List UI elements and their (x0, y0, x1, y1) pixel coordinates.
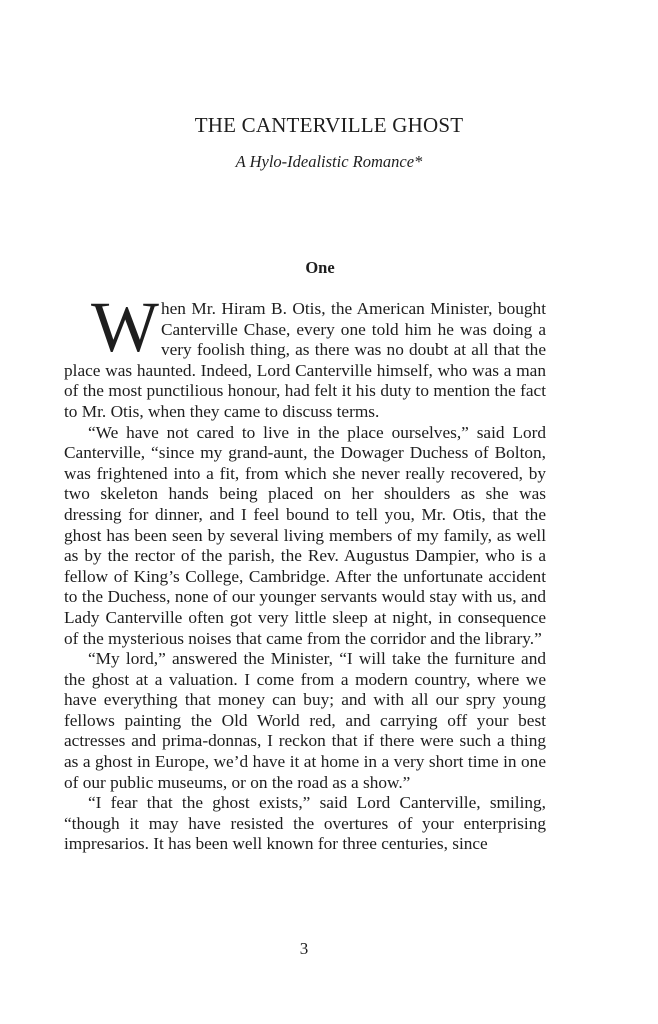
page-number: 3 (299, 939, 309, 958)
paragraph-1-text: hen Mr. Hiram B. Otis, the American Minister, bought Canterville Chase, every one told him he was doing a very foolish thing, as there was no doubt at all that the place was haunted. Indeed, Lord Canterville himself, who was a man of the most punctilious honour, had felt it his duty to mention the fact to Mr. Otis, when they came to discuss terms. (64, 299, 546, 421)
paragraph-3: “My lord,” answered the Minister, “I will take the furniture and the ghost at a valuation. I come from a modern country, where we have everything that money can buy; and with all our spry young fellows painting the Old World red, and carrying off your best actresses and prima-donnas, I reckon that if there were such a thing as a ghost in Europe, we’d have it at home in a very short time in one of our public museums, or on the road as a show.” (64, 649, 546, 792)
chapter-heading-text: One (305, 258, 335, 277)
paragraph-2: “We have not cared to live in the place ourselves,” said Lord Canterville, “since my grand-aunt, the Dowager Duchess of Bolton, was frightened into a fit, from which she never really recovered, by two skeleton hands being placed on her shoulders as she was dressing for dinner, and I feel bound to tell you, Mr. Otis, that the ghost has been seen by several living members of my family, as well as by the rector of the parish, the Rev. Augustus Dampier, who is a fellow of King’s College, Cambridge. After the unfortunate accident to the Duchess, none of our younger servants would stay with us, and Lady Canterville often got very little sleep at night, in consequence of the mysterious noises that came from the corridor and the library.” (64, 422, 546, 648)
drop-cap: W (91, 287, 159, 367)
chapter-heading (0, 258, 608, 278)
paragraph-1 (64, 287, 546, 423)
body-text (64, 287, 546, 855)
book-title: THE CANTERVILLE GHOST (194, 113, 464, 137)
book-subtitle: A Hylo-Idealistic Romance* (235, 152, 423, 171)
paragraph-4: “I fear that the ghost exists,” said Lord Canterville, smiling, “though it may have resisted the overtures of your enterprising impresarios. It has been well known for three centuries, since (64, 793, 546, 854)
